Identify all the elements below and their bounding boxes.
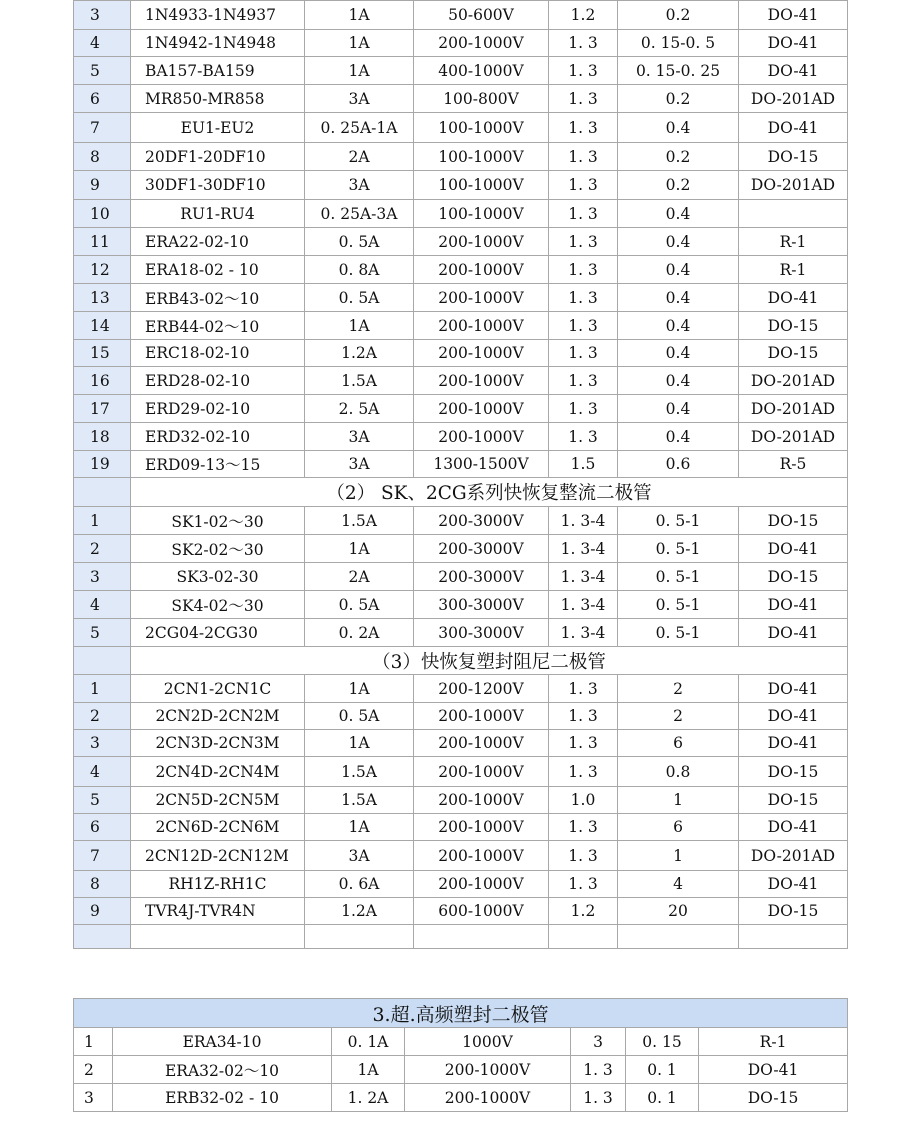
trr-cell: 2: [618, 703, 739, 730]
row-number: 12: [74, 256, 131, 284]
trr-cell: 0.4: [618, 256, 739, 284]
current-cell: 1A: [305, 312, 414, 340]
vf-cell: 1.2: [549, 898, 618, 925]
trr-cell: 0. 15: [626, 1028, 699, 1056]
row-number: 7: [74, 841, 131, 871]
hf-table-title: 3.超.高频塑封二极管: [74, 999, 848, 1028]
vf-cell: 1.5: [549, 451, 618, 478]
model-cell: RU1-RU4: [131, 200, 305, 228]
table-row: [74, 675, 848, 703]
row-number: 16: [74, 367, 131, 395]
current-cell: 1A: [305, 1, 414, 30]
package-cell: DO-201AD: [739, 395, 848, 423]
package-cell: DO-41: [739, 57, 848, 85]
table-row: [74, 507, 848, 535]
voltage-cell: 300-3000V: [414, 619, 549, 647]
package-cell: DO-15: [739, 757, 848, 787]
model-cell: 30DF1-30DF10: [131, 171, 305, 200]
row-number: 18: [74, 423, 131, 451]
section-3-header: （3）快恢复塑封阻尼二极管: [131, 647, 848, 675]
trr-cell: 0.4: [618, 312, 739, 340]
voltage-cell: 200-1000V: [405, 1084, 571, 1112]
voltage-cell: 200-1000V: [405, 1056, 571, 1084]
row-number: 5: [74, 57, 131, 85]
current-cell: 1A: [305, 535, 414, 563]
package-cell: DO-15: [739, 340, 848, 367]
voltage-cell: 200-1000V: [414, 340, 549, 367]
empty-cell: [414, 925, 549, 949]
empty-cell: [305, 925, 414, 949]
model-cell: ERD09-13～15: [131, 451, 305, 478]
voltage-cell: 200-1000V: [414, 312, 549, 340]
vf-cell: 1. 3: [549, 757, 618, 787]
row-number: 8: [74, 871, 131, 898]
diode-spec-table-body: [74, 1, 848, 949]
row-number: 15: [74, 340, 131, 367]
section-2-header: （2） SK、2CG系列快恢复整流二极管: [131, 478, 848, 507]
model-cell: 1N4933-1N4937: [131, 1, 305, 30]
trr-cell: 0.4: [618, 113, 739, 143]
section-3-header-row: [74, 647, 848, 675]
voltage-cell: 200-1000V: [414, 871, 549, 898]
package-cell: DO-15: [699, 1084, 848, 1112]
vf-cell: 1. 3: [549, 228, 618, 256]
table-row: [74, 619, 848, 647]
empty-cell: [739, 925, 848, 949]
table-row: [74, 841, 848, 871]
current-cell: 0. 5A: [305, 284, 414, 312]
row-number: 4: [74, 30, 131, 57]
model-cell: ERC18-02-10: [131, 340, 305, 367]
table-row: [74, 57, 848, 85]
model-cell: 2CN12D-2CN12M: [131, 841, 305, 871]
voltage-cell: 1300-1500V: [414, 451, 549, 478]
table-row: [74, 143, 848, 171]
package-cell: DO-201AD: [739, 841, 848, 871]
row-number: 9: [74, 171, 131, 200]
voltage-cell: 200-1000V: [414, 367, 549, 395]
empty-cell: [74, 925, 131, 949]
model-cell: ERA18-02 - 10: [131, 256, 305, 284]
vf-cell: 1. 3-4: [549, 619, 618, 647]
voltage-cell: 50-600V: [414, 1, 549, 30]
current-cell: 3A: [305, 85, 414, 113]
table-row: [74, 451, 848, 478]
package-cell: DO-41: [739, 1, 848, 30]
voltage-cell: 100-1000V: [414, 171, 549, 200]
package-cell: [739, 200, 848, 228]
row-number: 2: [74, 703, 131, 730]
package-cell: DO-15: [739, 143, 848, 171]
vf-cell: 1. 3: [549, 367, 618, 395]
voltage-cell: 200-1000V: [414, 703, 549, 730]
model-cell: ERD29-02-10: [131, 395, 305, 423]
trr-cell: 0. 1: [626, 1056, 699, 1084]
row-number: 5: [74, 787, 131, 814]
row-number: 13: [74, 284, 131, 312]
table-row: [74, 228, 848, 256]
model-cell: TVR4J-TVR4N: [131, 898, 305, 925]
trr-cell: 0. 5-1: [618, 507, 739, 535]
voltage-cell: 100-1000V: [414, 143, 549, 171]
package-cell: DO-41: [699, 1056, 848, 1084]
package-cell: DO-201AD: [739, 85, 848, 113]
trr-cell: 20: [618, 898, 739, 925]
row-number: 6: [74, 85, 131, 113]
vf-cell: 1. 3: [549, 340, 618, 367]
vf-cell: 1. 3: [549, 312, 618, 340]
vf-cell: 3: [571, 1028, 626, 1056]
current-cell: 1.2A: [305, 898, 414, 925]
vf-cell: 1. 3-4: [549, 591, 618, 619]
current-cell: 1.5A: [305, 757, 414, 787]
current-cell: 0. 6A: [305, 871, 414, 898]
model-cell: 2CN1-2CN1C: [131, 675, 305, 703]
row-number: 6: [74, 814, 131, 841]
package-cell: R-1: [739, 256, 848, 284]
current-cell: 1A: [305, 57, 414, 85]
table-row: [74, 898, 848, 925]
package-cell: DO-41: [739, 871, 848, 898]
current-cell: 3A: [305, 451, 414, 478]
current-cell: 1A: [332, 1056, 405, 1084]
table-row: [74, 85, 848, 113]
voltage-cell: 200-1000V: [414, 757, 549, 787]
vf-cell: 1. 3: [549, 395, 618, 423]
package-cell: DO-15: [739, 312, 848, 340]
table-row: [74, 30, 848, 57]
model-cell: ERB32-02 - 10: [113, 1084, 332, 1112]
trr-cell: 0.4: [618, 228, 739, 256]
package-cell: DO-41: [739, 284, 848, 312]
row-number: 11: [74, 228, 131, 256]
voltage-cell: 300-3000V: [414, 591, 549, 619]
table-row: [74, 814, 848, 841]
vf-cell: 1. 3: [549, 284, 618, 312]
model-cell: ERB43-02～10: [131, 284, 305, 312]
table-row: [74, 423, 848, 451]
row-number: 8: [74, 143, 131, 171]
current-cell: 3A: [305, 841, 414, 871]
voltage-cell: 200-1000V: [414, 228, 549, 256]
table-row: [74, 703, 848, 730]
empty-cell: [618, 925, 739, 949]
table-row: [74, 367, 848, 395]
trr-cell: 6: [618, 814, 739, 841]
current-cell: 2A: [305, 143, 414, 171]
current-cell: 0. 25A-1A: [305, 113, 414, 143]
table-row: [74, 312, 848, 340]
diode-spec-table: [73, 0, 848, 949]
current-cell: 0. 2A: [305, 619, 414, 647]
voltage-cell: 200-1000V: [414, 787, 549, 814]
package-cell: DO-201AD: [739, 423, 848, 451]
voltage-cell: 1000V: [405, 1028, 571, 1056]
model-cell: 2CN6D-2CN6M: [131, 814, 305, 841]
voltage-cell: 200-1000V: [414, 423, 549, 451]
voltage-cell: 600-1000V: [414, 898, 549, 925]
package-cell: DO-15: [739, 898, 848, 925]
current-cell: 2A: [305, 563, 414, 591]
model-cell: ERB44-02～10: [131, 312, 305, 340]
current-cell: 3A: [305, 171, 414, 200]
trr-cell: 0. 1: [626, 1084, 699, 1112]
trr-cell: 0. 15-0. 25: [618, 57, 739, 85]
package-cell: DO-41: [739, 675, 848, 703]
vf-cell: 1. 3: [549, 841, 618, 871]
package-cell: DO-41: [739, 619, 848, 647]
vf-cell: 1. 3: [549, 423, 618, 451]
package-cell: DO-41: [739, 535, 848, 563]
trr-cell: 0.4: [618, 367, 739, 395]
model-cell: BA157-BA159: [131, 57, 305, 85]
vf-cell: 1. 3: [549, 730, 618, 757]
package-cell: DO-41: [739, 703, 848, 730]
voltage-cell: 100-1000V: [414, 200, 549, 228]
voltage-cell: 100-800V: [414, 85, 549, 113]
current-cell: 3A: [305, 423, 414, 451]
current-cell: 1A: [305, 730, 414, 757]
trr-cell: 0.2: [618, 143, 739, 171]
vf-cell: 1. 3: [571, 1084, 626, 1112]
model-cell: 20DF1-20DF10: [131, 143, 305, 171]
model-cell: 2CN3D-2CN3M: [131, 730, 305, 757]
package-cell: DO-15: [739, 563, 848, 591]
voltage-cell: 200-1000V: [414, 284, 549, 312]
model-cell: SK1-02～30: [131, 507, 305, 535]
row-number: 1: [74, 1028, 113, 1056]
table-row: [74, 1028, 848, 1056]
package-cell: R-1: [699, 1028, 848, 1056]
current-cell: 1A: [305, 814, 414, 841]
voltage-cell: 200-3000V: [414, 563, 549, 591]
trr-cell: 0. 5-1: [618, 591, 739, 619]
package-cell: DO-201AD: [739, 171, 848, 200]
current-cell: 1A: [305, 675, 414, 703]
model-cell: EU1-EU2: [131, 113, 305, 143]
trr-cell: 6: [618, 730, 739, 757]
model-cell: ERA32-02～10: [113, 1056, 332, 1084]
model-cell: SK4-02～30: [131, 591, 305, 619]
vf-cell: 1. 3: [549, 171, 618, 200]
trr-cell: 1: [618, 841, 739, 871]
trr-cell: 0. 15-0. 5: [618, 30, 739, 57]
table-row: [74, 113, 848, 143]
table-row: [74, 395, 848, 423]
row-number: 10: [74, 200, 131, 228]
trr-cell: 2: [618, 675, 739, 703]
row-number: 4: [74, 757, 131, 787]
current-cell: 1.2A: [305, 340, 414, 367]
voltage-cell: 200-1000V: [414, 395, 549, 423]
row-number: 3: [74, 563, 131, 591]
trr-cell: 0.4: [618, 423, 739, 451]
hf-diode-table: [73, 998, 848, 1112]
model-cell: 2CN4D-2CN4M: [131, 757, 305, 787]
trr-cell: 0. 5-1: [618, 619, 739, 647]
table-row: [74, 591, 848, 619]
vf-cell: 1. 3: [549, 703, 618, 730]
table-row: [74, 730, 848, 757]
model-cell: 2CG04-2CG30: [131, 619, 305, 647]
current-cell: 1.5A: [305, 787, 414, 814]
voltage-cell: 200-3000V: [414, 535, 549, 563]
model-cell: SK3-02-30: [131, 563, 305, 591]
package-cell: R-5: [739, 451, 848, 478]
voltage-cell: 200-1000V: [414, 730, 549, 757]
vf-cell: 1. 3: [549, 143, 618, 171]
row-number: 14: [74, 312, 131, 340]
table-row: [74, 200, 848, 228]
vf-cell: 1.2: [549, 1, 618, 30]
table-row: [74, 284, 848, 312]
table-row: [74, 757, 848, 787]
current-cell: 1. 2A: [332, 1084, 405, 1112]
voltage-cell: 200-3000V: [414, 507, 549, 535]
model-cell: SK2-02～30: [131, 535, 305, 563]
empty-row: [74, 925, 848, 949]
model-cell: ERD28-02-10: [131, 367, 305, 395]
vf-cell: 1. 3: [571, 1056, 626, 1084]
voltage-cell: 200-1000V: [414, 814, 549, 841]
row-number: 1: [74, 507, 131, 535]
trr-cell: 0.2: [618, 85, 739, 113]
model-cell: MR850-MR858: [131, 85, 305, 113]
voltage-cell: 100-1000V: [414, 113, 549, 143]
current-cell: 0. 5A: [305, 228, 414, 256]
trr-cell: 1: [618, 787, 739, 814]
trr-cell: 0.4: [618, 340, 739, 367]
package-cell: DO-41: [739, 113, 848, 143]
package-cell: DO-15: [739, 507, 848, 535]
package-cell: DO-41: [739, 591, 848, 619]
current-cell: 0. 5A: [305, 591, 414, 619]
model-cell: 2CN2D-2CN2M: [131, 703, 305, 730]
package-cell: R-1: [739, 228, 848, 256]
row-number: 3: [74, 1084, 113, 1112]
row-number: 1: [74, 675, 131, 703]
package-cell: DO-41: [739, 730, 848, 757]
current-cell: 0. 25A-3A: [305, 200, 414, 228]
trr-cell: 4: [618, 871, 739, 898]
model-cell: ERA22-02-10: [131, 228, 305, 256]
trr-cell: 0. 5-1: [618, 535, 739, 563]
table-row: [74, 787, 848, 814]
model-cell: ERA34-10: [113, 1028, 332, 1056]
vf-cell: 1.0: [549, 787, 618, 814]
table-row: [74, 256, 848, 284]
vf-cell: 1. 3-4: [549, 563, 618, 591]
current-cell: 1.5A: [305, 507, 414, 535]
voltage-cell: 200-1200V: [414, 675, 549, 703]
current-cell: 2. 5A: [305, 395, 414, 423]
section-3-header-spacer: [74, 647, 131, 675]
model-cell: ERD32-02-10: [131, 423, 305, 451]
hf-diode-table-body: [74, 999, 848, 1112]
table-row: [74, 171, 848, 200]
table-row: [74, 1056, 848, 1084]
model-cell: 2CN5D-2CN5M: [131, 787, 305, 814]
vf-cell: 1. 3: [549, 113, 618, 143]
trr-cell: 0. 5-1: [618, 563, 739, 591]
row-number: 9: [74, 898, 131, 925]
row-number: 19: [74, 451, 131, 478]
current-cell: 0. 1A: [332, 1028, 405, 1056]
voltage-cell: 200-1000V: [414, 30, 549, 57]
row-number: 3: [74, 730, 131, 757]
vf-cell: 1. 3: [549, 200, 618, 228]
model-cell: 1N4942-1N4948: [131, 30, 305, 57]
package-cell: DO-41: [739, 814, 848, 841]
empty-cell: [549, 925, 618, 949]
trr-cell: 0.2: [618, 171, 739, 200]
trr-cell: 0.4: [618, 395, 739, 423]
hf-table-title-row: [74, 999, 848, 1028]
voltage-cell: 400-1000V: [414, 57, 549, 85]
row-number: 4: [74, 591, 131, 619]
row-number: 17: [74, 395, 131, 423]
current-cell: 0. 8A: [305, 256, 414, 284]
trr-cell: 0.4: [618, 284, 739, 312]
vf-cell: 1. 3-4: [549, 507, 618, 535]
table-row: [74, 871, 848, 898]
row-number: 5: [74, 619, 131, 647]
row-number: 2: [74, 535, 131, 563]
trr-cell: 0.2: [618, 1, 739, 30]
package-cell: DO-41: [739, 30, 848, 57]
vf-cell: 1. 3-4: [549, 535, 618, 563]
vf-cell: 1. 3: [549, 57, 618, 85]
trr-cell: 0.4: [618, 200, 739, 228]
package-cell: DO-15: [739, 787, 848, 814]
current-cell: 1.5A: [305, 367, 414, 395]
vf-cell: 1. 3: [549, 30, 618, 57]
section-2-header-row: [74, 478, 848, 507]
vf-cell: 1. 3: [549, 85, 618, 113]
voltage-cell: 200-1000V: [414, 841, 549, 871]
trr-cell: 0.8: [618, 757, 739, 787]
table-row: [74, 535, 848, 563]
table-row: [74, 340, 848, 367]
row-number: 2: [74, 1056, 113, 1084]
table-row: [74, 563, 848, 591]
vf-cell: 1. 3: [549, 256, 618, 284]
vf-cell: 1. 3: [549, 871, 618, 898]
table-row: [74, 1, 848, 30]
model-cell: RH1Z-RH1C: [131, 871, 305, 898]
current-cell: 0. 5A: [305, 703, 414, 730]
vf-cell: 1. 3: [549, 814, 618, 841]
table-row: [74, 1084, 848, 1112]
voltage-cell: 200-1000V: [414, 256, 549, 284]
current-cell: 1A: [305, 30, 414, 57]
empty-cell: [131, 925, 305, 949]
row-number: 3: [74, 1, 131, 30]
row-number: 7: [74, 113, 131, 143]
package-cell: DO-201AD: [739, 367, 848, 395]
vf-cell: 1. 3: [549, 675, 618, 703]
section-2-header-spacer: [74, 478, 131, 507]
trr-cell: 0.6: [618, 451, 739, 478]
